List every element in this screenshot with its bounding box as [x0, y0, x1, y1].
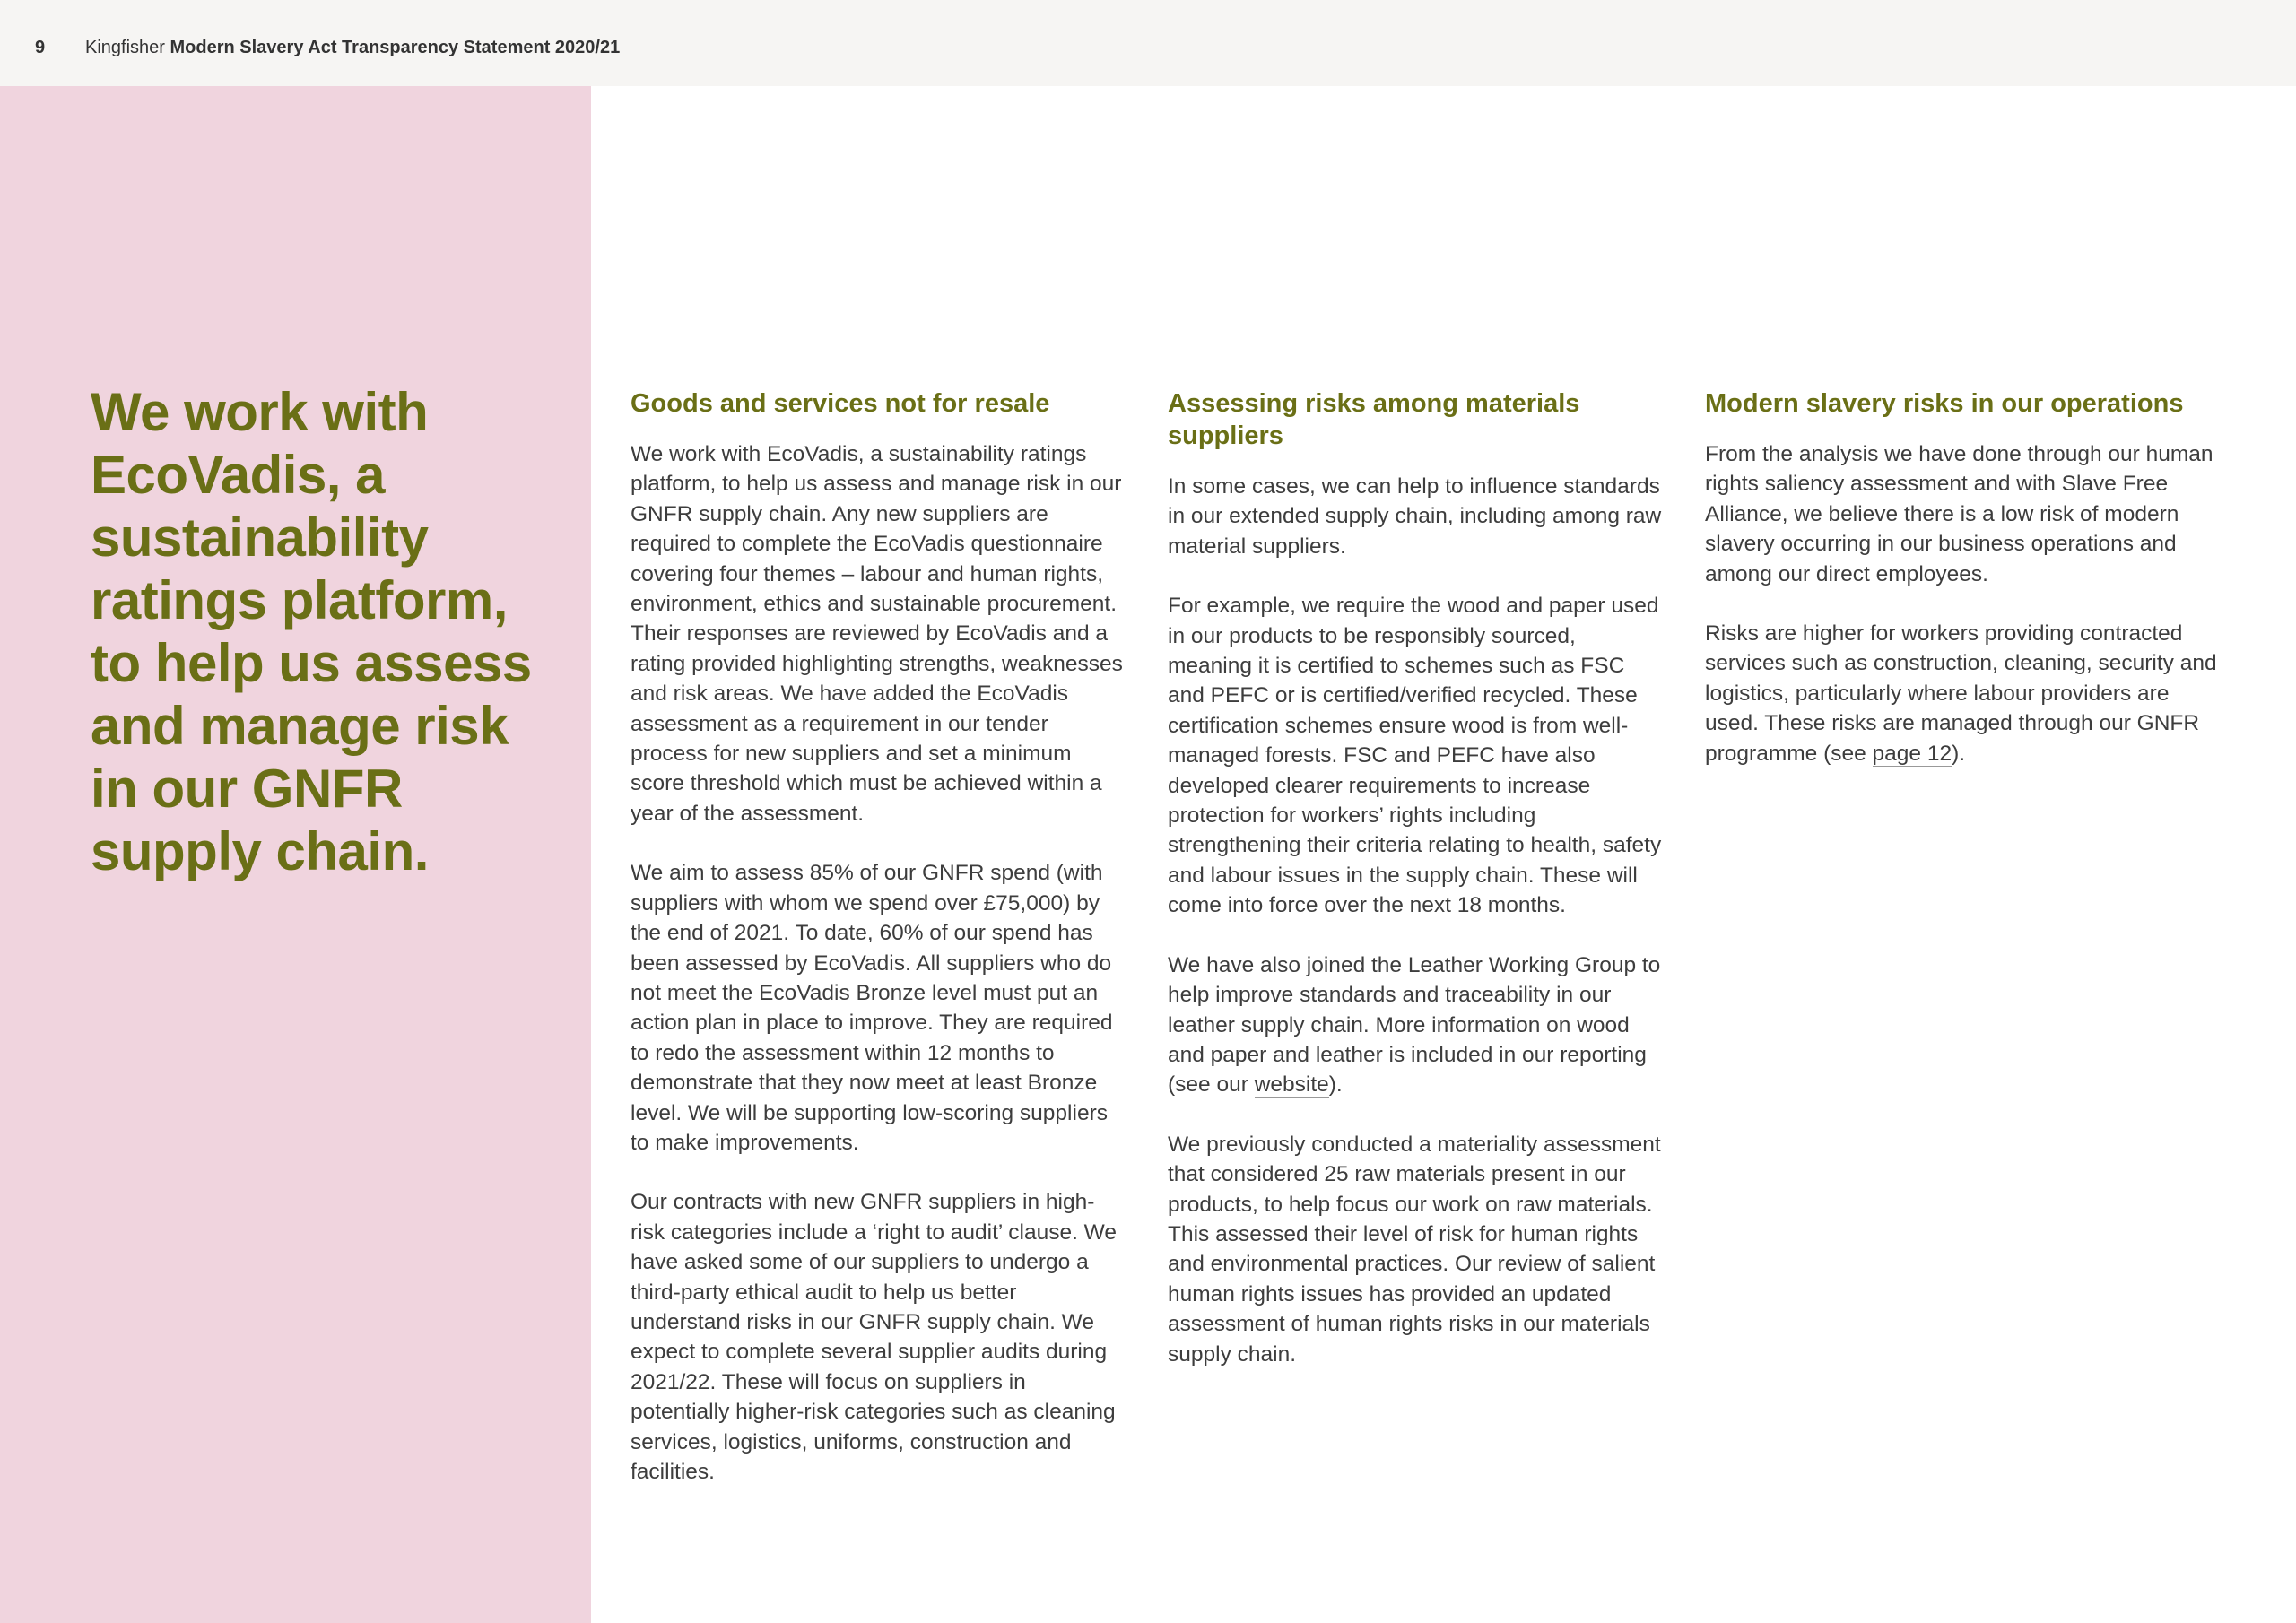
page-number: 9 [35, 38, 46, 57]
text: ). [1952, 741, 1966, 766]
document-title [85, 38, 620, 58]
column-goods-services [631, 387, 1128, 1516]
page-header [0, 0, 2296, 86]
paragraph: In some cases, we can help to influence standards in our extended supply chain, including among raw material suppliers. [1168, 474, 1662, 559]
paragraph: From the analysis we have done through our human rights saliency assessment and with Slave Free Alliance, we believe there is a low risk of modern slavery occurring in our business operations and among our direct employees. [1705, 442, 2213, 586]
pull-quote: We work with EcoVadis, a sustainability ratings platform, to help us assess and manage risk in our GNFR supply chain. [91, 382, 532, 881]
statement-title: Modern Slavery Act Transparency Statement 2020/21 [170, 38, 621, 57]
paragraph: Our contracts with new GNFR suppliers in high-risk categories include a ‘right to audit’ clause. We have asked some of our suppliers to undergo a third-party ethical audit to help us better understand risks in our GNFR supply chain. We expect to complete several supplier audits during 2021/22. These will focus on suppliers in potentially higher-risk categories such as cleaning services, logistics, uniforms, construction and facilities. [631, 1190, 1117, 1484]
text: ). [1328, 1072, 1343, 1098]
paragraph: We previously conducted a materiality assessment that considered 25 raw materials present in our products, to help focus our work on raw materials. This assessed their level of risk for human rights and environmental practices. Our review of salient human rights issues has provided an updated assessment of human rights risks in our materials supply chain. [1168, 1132, 1661, 1367]
section-heading: Goods and services not for resale [631, 389, 1050, 418]
text: Risks are higher for workers providing contracted services such as construction, cleaning, security and logistics, particularly where labour providers are used. These risks are managed through our GNFR programme (see [1705, 621, 2217, 766]
column-materials-suppliers [1168, 387, 1665, 1399]
paragraph-risks [1705, 619, 2225, 768]
paragraph: For example, we require the wood and paper used in our products to be responsibly sourced, meaning it is certified to schemes such as FSC and PEFC or is certified/verified recycled. These certification schemes ensure wood is from well-managed forests. FSC and PEFC have also developed clearer requirements to increase protection for workers’ rights including strengthening their criteria relating to health, safety and labour issues in the supply chain. These will come into force over the next 18 months. [1168, 594, 1662, 918]
page-12-link[interactable]: page 12 [1872, 741, 1952, 766]
paragraph: We work with EcoVadis, a sustainability ratings platform, to help us assess and manage risk in our GNFR supply chain. Any new suppliers are required to complete the EcoVadis questionnaire covering four themes – labour and human rights, environment, ethics and sustainable procurement. Their responses are reviewed by EcoVadis and a rating provided highlighting strengths, weaknesses and risk areas. We have added the EcoVadis assessment as a requirement in our tender process for new suppliers and set a minimum score threshold which must be achieved within a year of the assessment. [631, 442, 1123, 826]
paragraph: We aim to assess 85% of our GNFR spend (with suppliers with whom we spend over £75,000) by the end of 2021. To date, 60% of our spend has been assessed by EcoVadis. All suppliers who do not meet the EcoVadis Bronze level must put an action plan in place to improve. They are required to redo the assessment within 12 months to demonstrate that they now meet at least Bronze level. We will be supporting low-scoring suppliers to make improvements. [631, 861, 1113, 1155]
website-link[interactable]: website [1254, 1072, 1329, 1098]
paragraph-leather [1168, 950, 1665, 1100]
brand-name: Kingfisher [85, 38, 165, 57]
section-heading: Modern slavery risks in our operations [1705, 389, 2184, 418]
text: We have also joined the Leather Working Group to help improve standards and traceability in our leather supply chain. More information on wood and paper and leather is included in our reporting (see our [1168, 952, 1661, 1098]
section-heading: Assessing risks among materials suppliers [1168, 389, 1580, 450]
column-operations-risks [1705, 387, 2225, 798]
